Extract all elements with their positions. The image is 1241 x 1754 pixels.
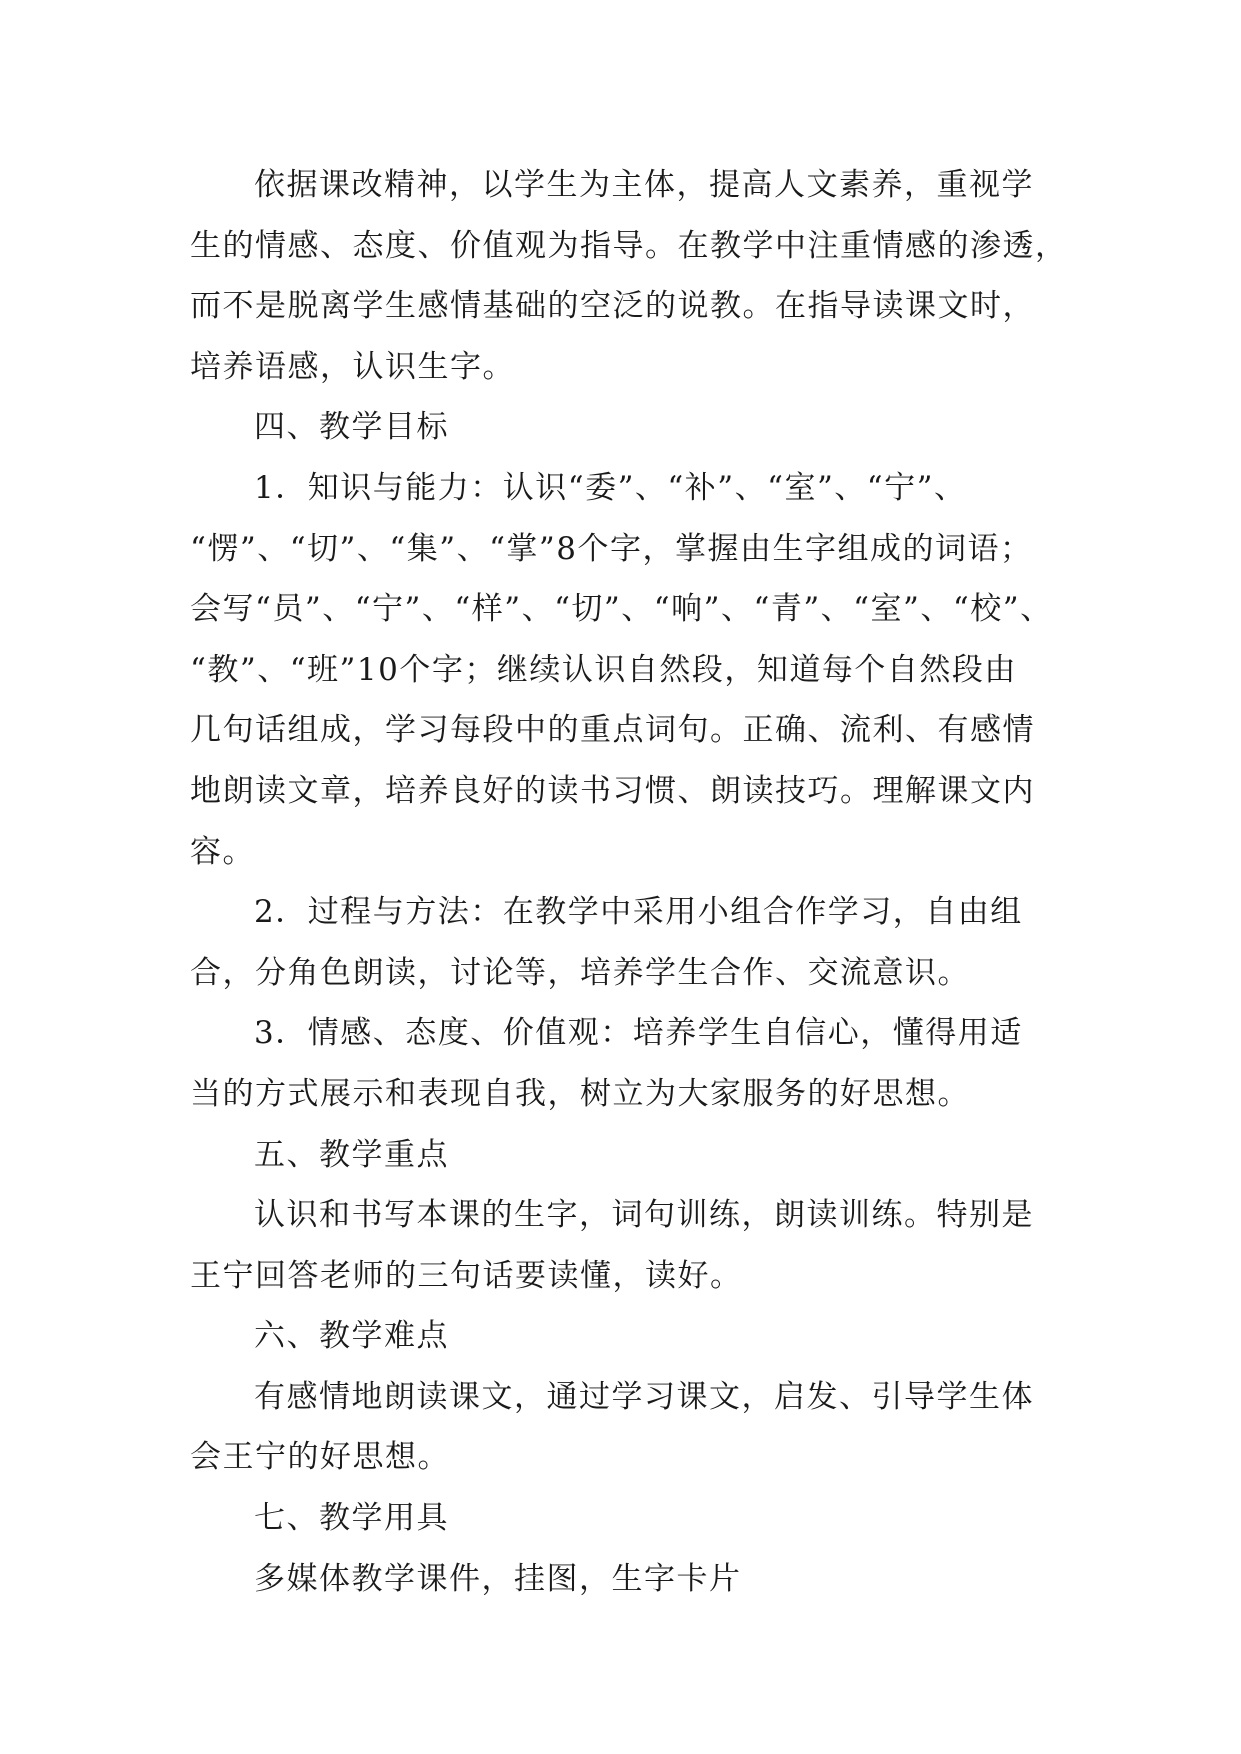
paragraph-line: 地朗读文章，培养良好的读书习惯、朗读技巧。理解课文内	[190, 772, 1035, 809]
section-heading-teaching-goals: 四、教学目标	[254, 409, 449, 446]
paragraph-line: “教”、“班”10个字；继续认识自然段，知道每个自然段由	[190, 651, 1017, 688]
paragraph-line: 有感情地朗读课文，通过学习课文，启发、引导学生体	[254, 1378, 1034, 1415]
paragraph-line: 会王宁的好思想。	[190, 1439, 450, 1476]
paragraph-line: 多媒体教学课件，挂图，生字卡片	[254, 1560, 742, 1597]
paragraph-line: 3．情感、态度、价值观：培养学生自信心，懂得用适	[254, 1015, 1023, 1052]
paragraph-line: 合，分角色朗读，讨论等，培养学生合作、交流意识。	[190, 954, 970, 991]
paragraph-line: 生的情感、态度、价值观为指导。在教学中注重情感的渗透，	[190, 227, 1068, 264]
paragraph-line: 会写“员”、“宁”、“样”、“切”、“响”、“青”、“室”、“校”、	[190, 591, 1053, 628]
document-body	[190, 155, 1080, 1609]
paragraph-line: 认识和书写本课的生字，词句训练，朗读训练。特别是	[254, 1197, 1034, 1234]
paragraph-line: 王宁回答老师的三句话要读懂，读好。	[190, 1257, 743, 1294]
paragraph-line: 容。	[190, 833, 255, 870]
paragraph-line: 培养语感，认识生字。	[190, 348, 515, 385]
paragraph-line: 而不是脱离学生感情基础的空泛的说教。在指导读课文时，	[190, 288, 1035, 325]
paragraph-line: 依据课改精神，以学生为主体，提高人文素养，重视学	[254, 167, 1034, 203]
section-heading-teaching-tools: 七、教学用具	[254, 1500, 449, 1537]
section-heading-teaching-difficulty: 六、教学难点	[254, 1318, 449, 1355]
paragraph-line: 2．过程与方法：在教学中采用小组合作学习，自由组	[254, 894, 1023, 931]
paragraph-line: 当的方式展示和表现自我，树立为大家服务的好思想。	[190, 1075, 970, 1112]
section-heading-teaching-focus: 五、教学重点	[254, 1136, 449, 1173]
paragraph-line: 1．知识与能力：认识“委”、“补”、“室”、“宁”、	[254, 469, 967, 506]
paragraph-line: 几句话组成，学习每段中的重点词句。正确、流利、有感情	[190, 712, 1035, 749]
paragraph-line: “愣”、“切”、“集”、“掌”8个字，掌握由生字组成的词语；	[190, 530, 1033, 567]
